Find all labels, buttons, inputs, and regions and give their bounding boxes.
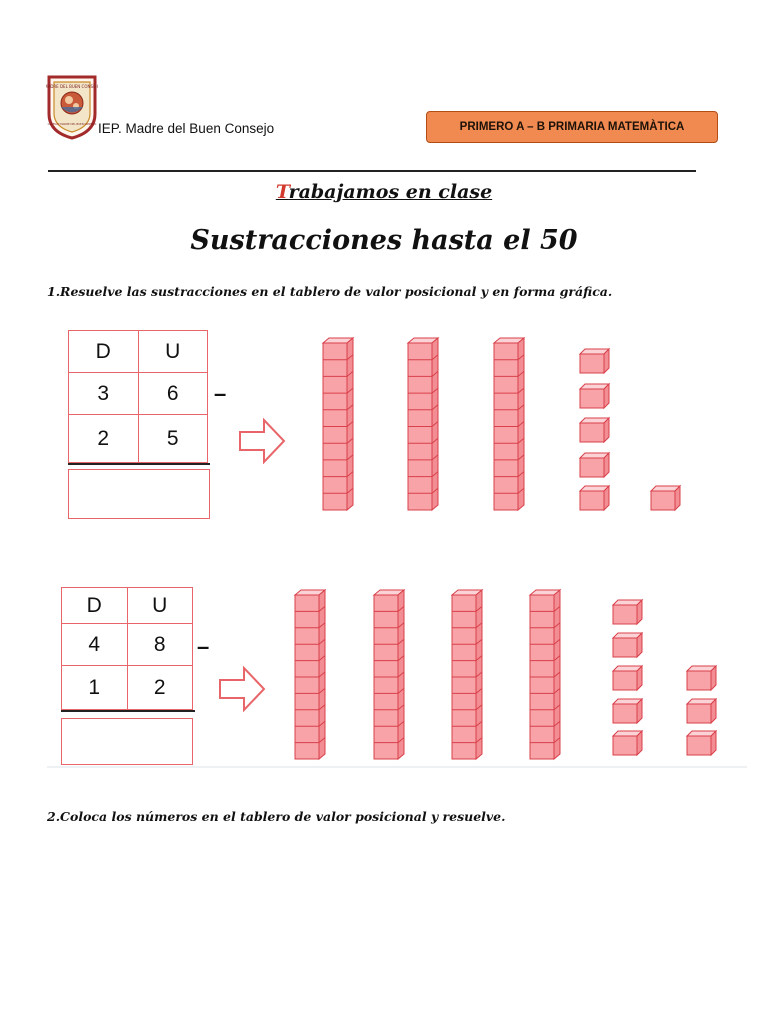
subtrahend-units: 5 (138, 415, 208, 463)
grade-banner (426, 111, 718, 143)
minuend-tens: 3 (69, 373, 139, 415)
unit-cube (580, 453, 609, 477)
tens-rods-group (323, 338, 524, 510)
subtitle-rest: rabajamos en clase (288, 181, 493, 203)
tens-header: D (69, 331, 139, 373)
tens-rod (295, 590, 325, 759)
unit-cube (687, 666, 716, 690)
unit-cube (613, 731, 642, 755)
unit-cube (613, 699, 642, 723)
subtrahend-tens: 2 (69, 415, 139, 463)
result-box-2[interactable] (61, 718, 193, 765)
tens-rod (452, 590, 482, 759)
place-value-table-2 (61, 587, 193, 710)
minus-sign-2: – (197, 634, 210, 659)
base-ten-blocks-1 (300, 320, 720, 520)
tens-rod (530, 590, 560, 759)
unit-cube (613, 633, 642, 657)
unit-cube (687, 699, 716, 723)
header-divider (48, 170, 696, 172)
minuend-tens: 4 (62, 624, 128, 666)
minuend-units: 8 (127, 624, 193, 666)
grade-label: PRIMERO A – B PRIMARIA MATEMÀTICA (459, 121, 685, 133)
school-logo (46, 74, 98, 140)
result-box-1[interactable] (68, 469, 210, 519)
unit-cube (580, 418, 609, 442)
unit-cube (687, 731, 716, 755)
instruction-2: 2.Coloca los números en el tablero de valor posicional y resuelve. (47, 809, 506, 824)
unit-cube (651, 486, 680, 510)
subtrahend-tens: 1 (62, 666, 128, 710)
unit-cubes-group (580, 349, 680, 510)
page-title: Sustracciones hasta el 50 (190, 225, 578, 256)
units-header: U (127, 588, 193, 624)
subtitle-first-letter: T (275, 181, 289, 203)
school-name: IEP. Madre del Buen Consejo (98, 121, 275, 136)
tens-rods-group (295, 590, 560, 759)
unit-cube (580, 349, 609, 373)
tens-rod (408, 338, 438, 510)
sum-line-1 (68, 463, 210, 465)
logo-text-bottom: COLEGIO MADRE DEL BUEN CONSEJO (47, 123, 97, 126)
place-value-table-1 (68, 330, 208, 463)
tens-rod (494, 338, 524, 510)
tens-header: D (62, 588, 128, 624)
right-arrow-icon (218, 666, 266, 712)
unit-cube (613, 666, 642, 690)
unit-cube (580, 486, 609, 510)
unit-cubes-group (613, 600, 716, 755)
subtrahend-units: 2 (127, 666, 193, 710)
section-subtitle (0, 181, 768, 203)
sum-line-2 (61, 710, 195, 712)
minus-sign-1: – (214, 381, 227, 406)
instruction-1: 1.Resuelve las sustracciones en el tablero de valor posicional y en forma gráfica. (47, 284, 613, 299)
unit-cube (613, 600, 642, 624)
tens-rod (323, 338, 353, 510)
minuend-units: 6 (138, 373, 208, 415)
logo-text-top: MADRE DEL BUEN CONSEJO (46, 84, 98, 89)
right-arrow-icon (238, 418, 286, 464)
unit-cube (580, 384, 609, 408)
section-divider (47, 766, 747, 768)
units-header: U (138, 331, 208, 373)
tens-rod (374, 590, 404, 759)
base-ten-blocks-2 (280, 580, 730, 762)
